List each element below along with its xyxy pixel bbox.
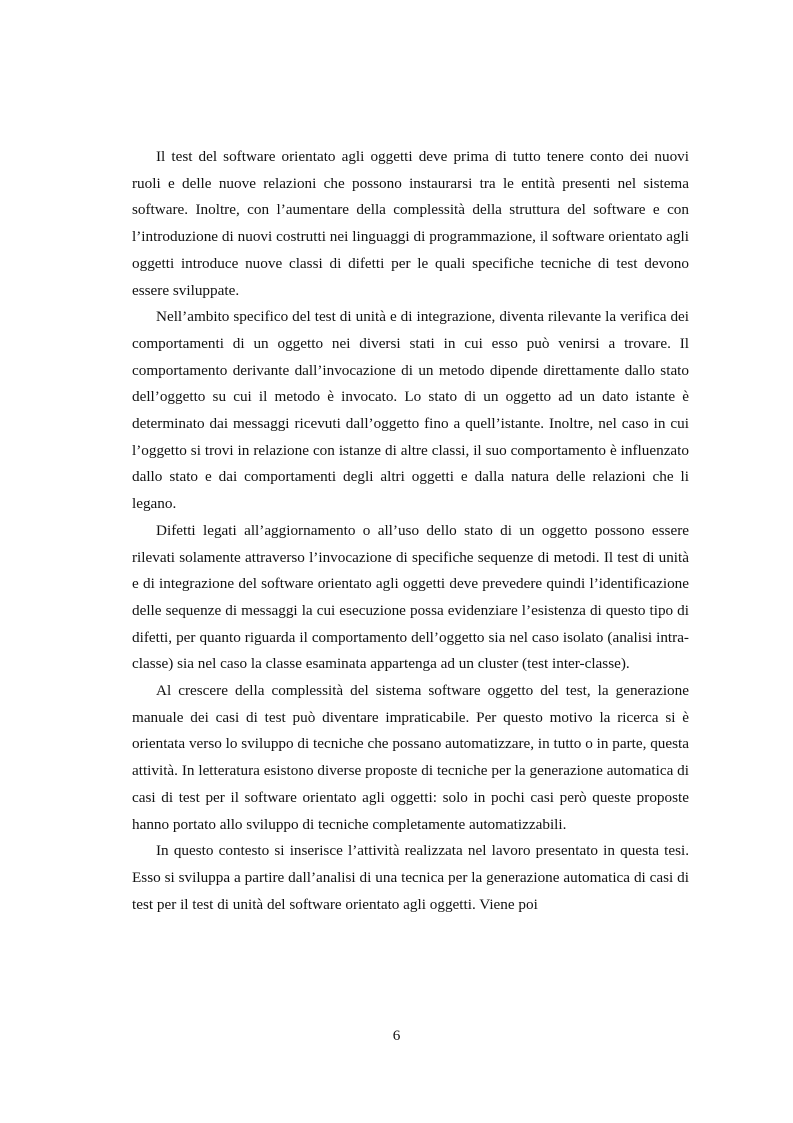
page-number: 6 [392, 1027, 401, 1044]
paragraph-1: Il test del software orientato agli oggetti deve prima di tutto tenere conto dei nuovi ruoli e delle nuove relazioni che possono instaurarsi tra le entità presenti nel sistema software. Inoltre, con l’aumentare della complessità della struttura del software e con l’introduzione di nuovi costrutti nei linguaggi di programmazione, il software orientato agli oggetti introduce nuove classi di difetti per le quali specifiche tecniche di test devono essere sviluppate. [132, 148, 689, 299]
paragraph-5: In questo contesto si inserisce l’attività realizzata nel lavoro presentato in questa tesi. Esso si sviluppa a partire dall’analisi di una tecnica per la generazione automatica di casi di test per il test di unità del software orientato agli oggetti. Viene poi [132, 842, 689, 913]
paragraph-2: Nell’ambito specifico del test di unità e di integrazione, diventa rilevante la verifica dei comportamenti di un oggetto nei diversi stati in cui esso può venirsi a trovare. Il comportamento derivante dall’invocazione di un metodo dipende direttamente dallo stato dell’oggetto su cui il metodo è invocato. Lo stato di un oggetto ad un dato istante è determinato dai messaggi ricevuti dall’oggetto fino a quell’istante. Inoltre, nel caso in cui l’oggetto si trovi in relazione con istanze di altre classi, il suo comportamento è influenzato dallo stato e dai comportamenti degli altri oggetti e dalla natura delle relazioni che li legano. [132, 308, 689, 513]
page-body [132, 144, 689, 918]
paragraph-4: Al crescere della complessità del sistema software oggetto del test, la generazione manuale dei casi di test può diventare impraticabile. Per questo motivo la ricerca si è orientata verso lo sviluppo di tecniche che possano automatizzare, in tutto o in parte, questa attività. In letteratura esistono diverse proposte di tecniche per la generazione automatica di casi di test per il software orientato agli oggetti: solo in pochi casi però queste proposte hanno portato allo sviluppo di tecniche completamente automatizzabili. [132, 682, 689, 833]
paragraph-3: Difetti legati all’aggiornamento o all’uso dello stato di un oggetto possono essere rilevati solamente attraverso l’invocazione di specifiche sequenze di metodi. Il test di unità e di integrazione del software orientato agli oggetti deve prevedere quindi l’identificazione delle sequenze di messaggi la cui esecuzione possa evidenziare l’esistenza di questo tipo di difetti, per quanto riguarda il comportamento dell’oggetto sia nel caso isolato (analisi intra-classe) sia nel caso la classe esaminata appartenga ad un cluster (test inter-classe). [132, 521, 689, 673]
